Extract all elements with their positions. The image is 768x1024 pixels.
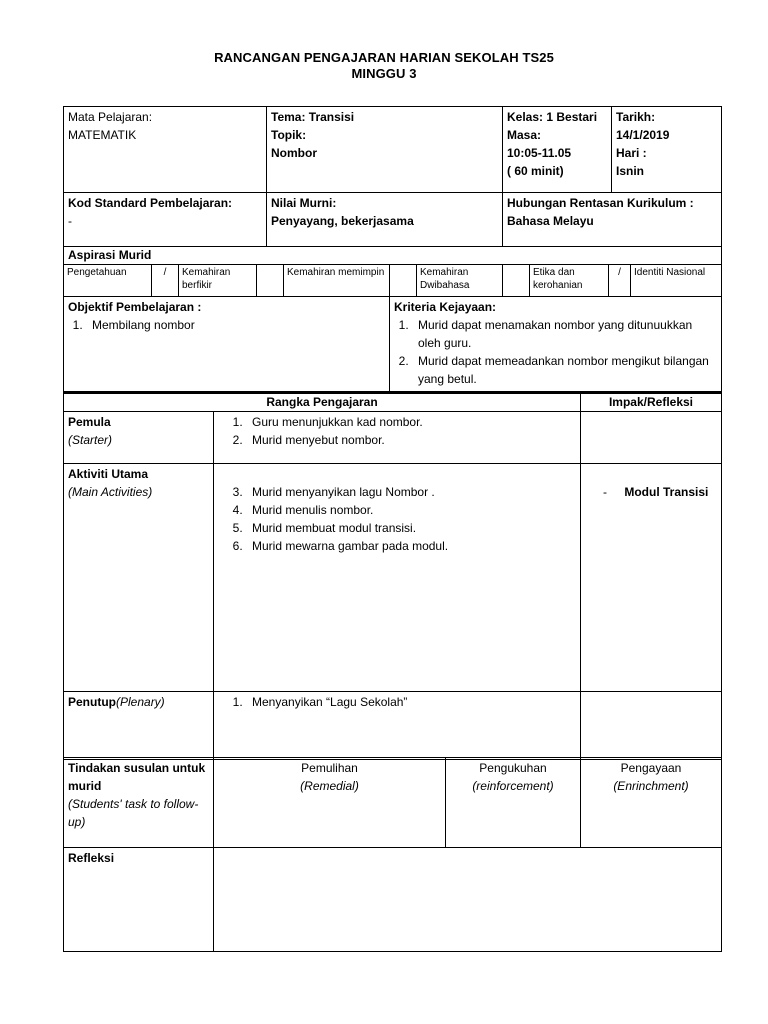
objektif-label: Objektif Pembelajaran :	[68, 300, 202, 314]
rangka-table	[63, 392, 722, 760]
aspirasi-mark	[390, 265, 417, 297]
theme-cell	[267, 107, 503, 193]
aspirasi-item: Etika dan kerohanian	[530, 265, 609, 297]
nilai-label: Nilai Murni:	[271, 196, 337, 210]
aspirasi-mark	[257, 265, 284, 297]
refleksi-content	[214, 848, 722, 952]
objektif-cell	[64, 297, 390, 392]
pemulihan-label: Pemulihan	[301, 761, 358, 775]
tindakan-sub: (Students' task to follow-up)	[68, 797, 199, 829]
topic-label: Topik:	[271, 128, 307, 142]
class-cell	[503, 107, 612, 193]
hubungan-value: Bahasa Melayu	[507, 214, 594, 228]
step-item: 1. Guru menunjukkan kad nombor.	[246, 413, 576, 431]
topic-value: Nombor	[271, 146, 317, 160]
objectives-table	[63, 296, 722, 392]
pemula-label: Pemula	[68, 415, 111, 429]
pengayaan-cell	[581, 758, 722, 848]
aspirasi-table	[63, 246, 722, 297]
pengayaan-label: Pengayaan	[620, 761, 682, 775]
subject-cell	[64, 107, 267, 193]
aspirasi-mark	[503, 265, 530, 297]
pengukuhan-label: Pengukuhan	[479, 761, 547, 775]
aktiviti-cell	[64, 464, 214, 692]
aktiviti-impak	[581, 464, 722, 692]
kod-label: Kod Standard Pembelajaran:	[68, 196, 233, 210]
day-value: Isnin	[616, 164, 645, 178]
document-title: RANCANGAN PENGAJARAN HARIAN SEKOLAH TS25	[214, 50, 554, 65]
refleksi-label: Refleksi	[64, 848, 214, 952]
aktiviti-sub: (Main Activities)	[68, 485, 153, 499]
aspirasi-mark: /	[152, 265, 179, 297]
penutup-cell	[64, 692, 214, 760]
tindakan-label: Tindakan susulan untuk murid	[68, 761, 206, 793]
pengukuhan-cell	[446, 758, 581, 848]
step-item: 4. Murid menulis nombor.	[246, 501, 576, 519]
lesson-header-table	[63, 106, 722, 247]
aspirasi-item: Kemahiran memimpin	[284, 265, 390, 297]
kod-value: -	[68, 214, 72, 228]
kriteria-item: 2. Murid dapat memeadankan nombor mengikut bilangan yang betul.	[412, 352, 717, 388]
aspirasi-item: Pengetahuan	[64, 265, 152, 297]
nilai-cell	[267, 193, 503, 247]
step-item: 5. Murid membuat modul transisi.	[246, 519, 576, 537]
hubungan-cell	[503, 193, 722, 247]
aktiviti-label: Aktiviti Utama	[68, 467, 149, 481]
step-item: 2. Murid menyebut nombor.	[246, 431, 576, 449]
kriteria-cell	[390, 297, 722, 392]
aspirasi-item: Kemahiran berfikir	[179, 265, 257, 297]
aspirasi-mark: /	[609, 265, 631, 297]
tindakan-table	[63, 757, 722, 952]
step-item: 1. Menyanyikan “Lagu Sekolah”	[246, 693, 576, 711]
kriteria-item: 1. Murid dapat menamakan nombor yang ditunuukkan oleh guru.	[412, 316, 717, 352]
impak-value: Modul Transisi	[624, 485, 709, 499]
pengayaan-sub: (Enrinchment)	[613, 779, 689, 793]
duration-value: ( 60 minit)	[507, 164, 564, 178]
rangka-header: Rangka Pengajaran	[64, 393, 581, 412]
subject-label: Mata Pelajaran:	[68, 110, 153, 124]
hubungan-label: Hubungan Rentasan Kurikulum :	[507, 196, 694, 210]
penutup-label: Penutup	[68, 695, 116, 709]
pemula-steps	[214, 412, 581, 464]
aspirasi-item: Identiti Nasional	[631, 265, 722, 297]
objektif-item: 1. Membilang nombor	[86, 316, 385, 334]
penutup-impak	[581, 692, 722, 760]
day-label: Hari :	[616, 146, 647, 160]
penutup-sub: (Plenary)	[116, 695, 165, 709]
nilai-value: Penyayang, bekerjasama	[271, 214, 414, 228]
tindakan-cell	[64, 758, 214, 848]
pemula-sub: (Starter)	[68, 433, 113, 447]
impak-dash: -	[603, 485, 607, 499]
date-label: Tarikh:	[616, 110, 656, 124]
pengukuhan-sub: (reinforcement)	[472, 779, 554, 793]
step-item: 6. Murid mewarna gambar pada modul.	[246, 537, 576, 555]
theme-line: Tema: Transisi	[271, 110, 355, 124]
time-label: Masa:	[507, 128, 542, 142]
pemula-cell	[64, 412, 214, 464]
aspirasi-item: Kemahiran Dwibahasa	[417, 265, 503, 297]
pemulihan-cell	[214, 758, 446, 848]
step-item: 3. Murid menyanyikan lagu Nombor .	[246, 483, 576, 501]
subject-value: MATEMATIK	[68, 128, 137, 142]
penutup-steps	[214, 692, 581, 760]
date-cell	[612, 107, 722, 193]
document-week: MINGGU 3	[351, 66, 417, 81]
kod-cell	[64, 193, 267, 247]
aktiviti-steps	[214, 464, 581, 692]
kriteria-label: Kriteria Kejayaan:	[394, 300, 497, 314]
time-value: 10:05-11.05	[507, 146, 572, 160]
date-value: 14/1/2019	[616, 128, 670, 142]
pemulihan-sub: (Remedial)	[300, 779, 359, 793]
pemula-impak	[581, 412, 722, 464]
class-line: Kelas: 1 Bestari	[507, 110, 598, 124]
aspirasi-label: Aspirasi Murid	[64, 247, 722, 265]
impak-header: Impak/Refleksi	[581, 393, 722, 412]
